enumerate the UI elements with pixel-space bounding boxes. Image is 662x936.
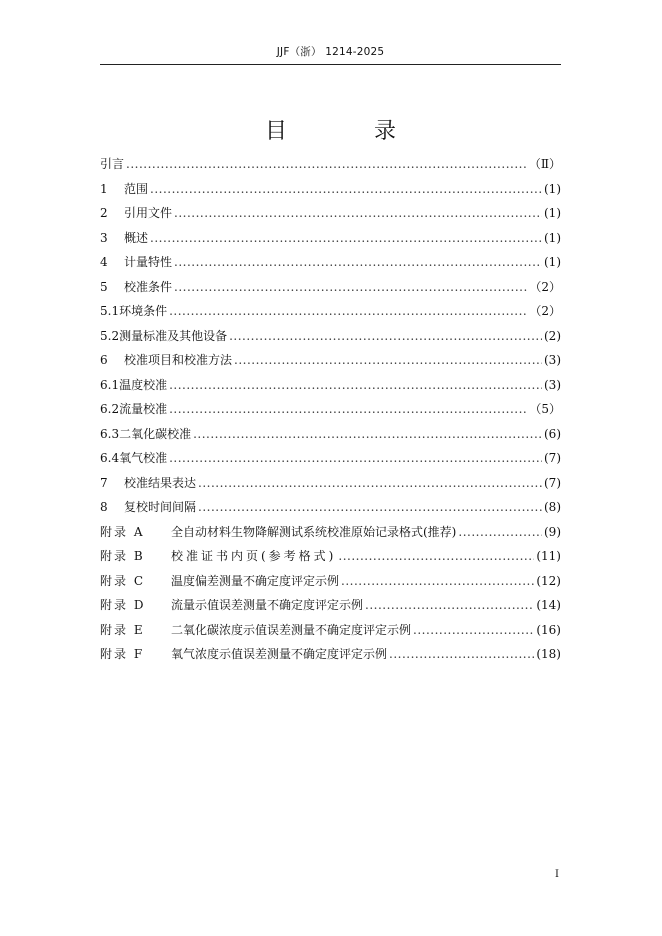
toc-leader-dots [229,324,542,349]
toc-entry[interactable] [100,642,561,667]
toc-entry-number: 5 [100,279,108,294]
toc-entry-number: 附录 E [100,622,145,637]
toc-leader-dots [169,397,527,422]
toc-entry-number: 6.3 [100,426,120,441]
toc-entry-page: (3) [544,353,561,367]
toc-entry-number: 1 [100,181,108,196]
page-number: I [555,869,559,880]
toc-entry-label: 概述 [124,230,149,245]
toc-entry[interactable] [100,618,561,643]
toc-entry-label: 引用文件 [124,206,173,220]
toc-entry-label: 校准证书内页(参考格式) [171,549,337,563]
running-header: JJF（浙） 1214-2025 [276,46,385,58]
toc-entry-number: 附录 F [100,647,145,661]
toc-entry-number: 附录 D [100,598,146,612]
toc-entry[interactable] [100,373,561,398]
toc-entry-page: (1) [544,230,561,245]
toc-entry[interactable] [100,275,561,300]
toc-entry-label: 范围 [124,181,149,196]
toc-entry-page: (6) [544,426,561,441]
toc-entry-page: （2） [529,304,561,318]
toc-entry-page: (7) [544,451,561,465]
toc-entry-number: 附录 B [100,549,145,563]
toc-entry-label: 流量示值误差测量不确定度评定示例 [171,598,364,612]
toc-entry[interactable] [100,422,561,447]
toc-entry-label: 全自动材料生物降解测试系统校准原始记录格式(推荐) [171,524,457,539]
toc-entry-label: 计量特性 [124,255,173,269]
toc-entry-label: 温度校准 [119,377,168,392]
toc-entry-number: 附录 C [100,573,145,588]
toc-entry-label: 引言 [100,157,125,171]
toc-entry-number: 6.1 [100,377,120,392]
toc-entry-number: 8 [100,500,108,514]
toc-entry-number: 6 [100,353,108,367]
toc-entry-label: 校准条件 [124,279,173,294]
toc-entry-label: 环境条件 [119,304,168,318]
toc-entry-label: 二氧化碳校准 [119,426,192,441]
toc-leader-dots [341,569,534,594]
toc-entry-page: (3) [544,377,561,392]
toc-entry-number: 7 [100,475,108,490]
toc-entry[interactable] [100,593,561,618]
toc-leader-dots [413,618,534,643]
toc-entry[interactable] [100,348,561,373]
toc-entry[interactable] [100,520,561,545]
toc-leader-dots [169,446,542,471]
toc-leader-dots [458,520,542,545]
toc-entry-label: 温度偏差测量不确定度评定示例 [171,573,340,588]
toc-entry-page: (14) [536,598,561,612]
toc-entry-page: （Ⅱ） [528,157,561,171]
toc-leader-dots [234,348,542,373]
toc-entry[interactable] [100,152,561,177]
toc-leader-dots [150,177,542,202]
toc-entry-page: (8) [544,500,561,514]
toc-entry-page: (1) [544,206,561,220]
toc-entry-number: 5.2 [100,328,120,343]
toc-entry-page: (9) [544,524,561,539]
toc-entry[interactable] [100,544,561,569]
toc-entry-label: 校准结果表达 [124,475,197,490]
toc-entry-page: （2） [529,279,561,294]
toc-leader-dots [198,495,542,520]
toc-leader-dots [126,152,527,177]
toc-entry-page: (12) [536,573,561,588]
header-rule [100,64,561,65]
toc-entry[interactable] [100,471,561,496]
toc-entry-number: 5.1 [100,304,120,318]
toc-leader-dots [169,373,542,398]
toc-entry-number: 2 [100,206,108,220]
toc-leader-dots [174,201,542,226]
toc-entry-page: (16) [536,622,561,637]
toc-entry[interactable] [100,569,561,594]
toc-entry[interactable] [100,446,561,471]
toc-entry[interactable] [100,177,561,202]
toc-entry-page: (18) [536,647,561,661]
toc-entry[interactable] [100,226,561,251]
toc-leader-dots [150,226,542,251]
toc-entry-label: 流量校准 [119,402,168,416]
toc-entry-label: 氧气浓度示值误差测量不确定度评定示例 [171,647,388,661]
toc-leader-dots [174,250,542,275]
toc-leader-dots [338,544,534,569]
toc-entry-number: 4 [100,255,108,269]
toc-entry-number: 附录 A [100,524,145,539]
toc-leader-dots [169,299,527,324]
table-of-contents [100,152,561,667]
toc-entry-number: 6.2 [100,402,120,416]
toc-leader-dots [389,642,534,667]
toc-entry[interactable] [100,324,561,349]
toc-entry-page: (7) [544,475,561,490]
toc-entry-page: (2) [544,328,561,343]
toc-entry[interactable] [100,250,561,275]
toc-leader-dots [365,593,534,618]
page-title: 目 录 [265,119,436,144]
toc-entry-label: 测量标准及其他设备 [119,328,228,343]
toc-entry-page: (11) [536,549,561,563]
toc-entry[interactable] [100,495,561,520]
toc-entry-label: 氧气校准 [119,451,168,465]
toc-leader-dots [193,422,542,447]
toc-entry-page: (1) [544,255,561,269]
toc-entry[interactable] [100,201,561,226]
toc-leader-dots [198,471,542,496]
toc-entry-number: 6.4 [100,451,120,465]
toc-leader-dots [174,275,527,300]
toc-entry-page: （5） [529,402,561,416]
toc-entry[interactable] [100,397,561,422]
toc-entry-label: 校准项目和校准方法 [124,353,233,367]
toc-entry-label: 二氧化碳浓度示值误差测量不确定度评定示例 [171,622,412,637]
toc-entry-page: (1) [544,181,561,196]
toc-entry[interactable] [100,299,561,324]
toc-entry-number: 3 [100,230,108,245]
toc-entry-label: 复校时间间隔 [124,500,197,514]
